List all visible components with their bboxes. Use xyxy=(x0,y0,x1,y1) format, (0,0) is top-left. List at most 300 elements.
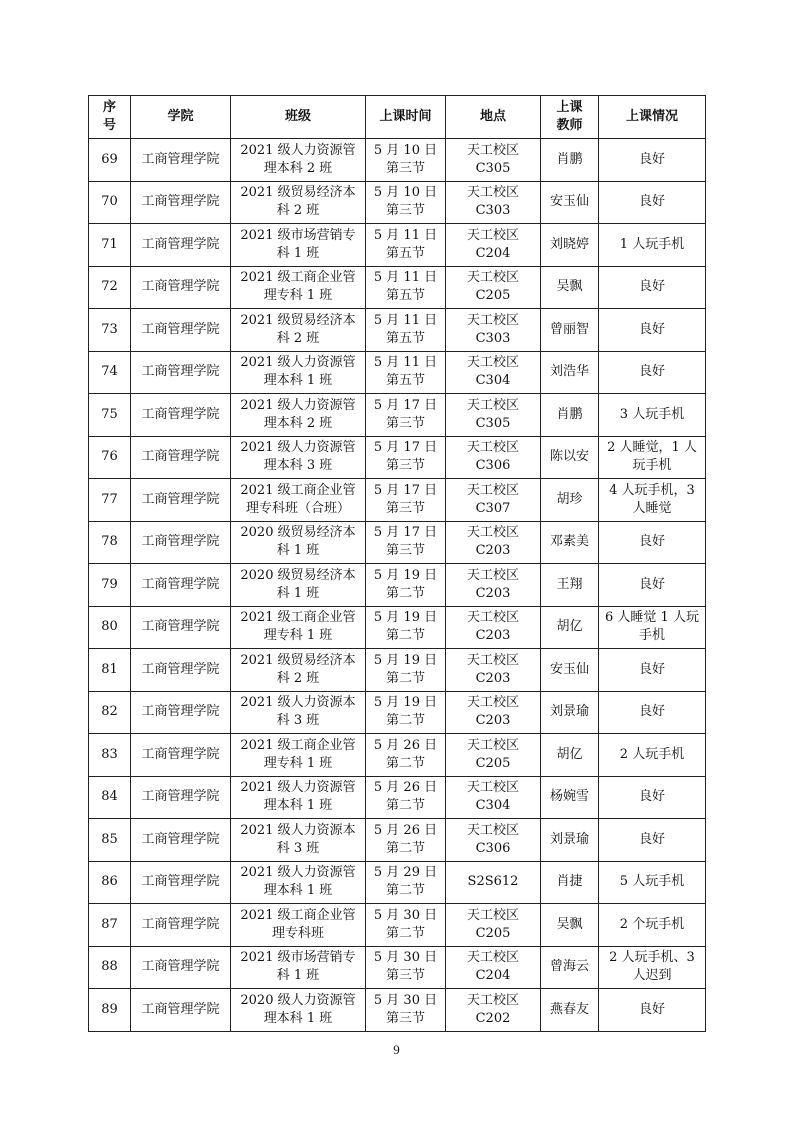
cell-place-line: C205 xyxy=(475,925,511,941)
cell-time xyxy=(366,861,446,904)
table-row xyxy=(89,946,706,989)
cell-time-line: 第二节 xyxy=(385,755,425,771)
cell-status-line: 4 人玩手机，3 xyxy=(609,482,695,498)
table-body xyxy=(89,139,706,1032)
cell-college: 工商管理学院 xyxy=(131,139,231,182)
cell-time-line: 5 月 19 日 xyxy=(373,695,438,711)
cell-status xyxy=(599,351,706,394)
cell-college: 工商管理学院 xyxy=(131,351,231,394)
cell-status-line: 人迟到 xyxy=(632,968,672,984)
cell-class xyxy=(231,904,366,947)
cell-class-line: 2021 级人力资源本 xyxy=(240,822,356,838)
cell-class-line: 理专科 1 班 xyxy=(263,628,333,644)
cell-time-line: 5 月 19 日 xyxy=(373,652,438,668)
cell-college: 工商管理学院 xyxy=(131,521,231,564)
cell-place-line: 天工校区 xyxy=(466,525,519,541)
cell-place xyxy=(446,436,541,479)
cell-time-line: 第三节 xyxy=(385,968,425,984)
cell-status-line: 良好 xyxy=(638,364,665,380)
cell-class-line: 2021 级工商企业管 xyxy=(240,270,356,286)
cell-class-line: 科 3 班 xyxy=(276,840,320,856)
cell-time xyxy=(366,946,446,989)
cell-teacher: 陈以安 xyxy=(541,436,599,479)
cell-teacher: 胡亿 xyxy=(541,734,599,777)
cell-time-line: 第三节 xyxy=(385,500,425,516)
table-row xyxy=(89,734,706,777)
cell-college: 工商管理学院 xyxy=(131,946,231,989)
cell-status xyxy=(599,734,706,777)
cell-place-line: 天工校区 xyxy=(466,185,519,201)
cell-place xyxy=(446,394,541,437)
cell-seq: 69 xyxy=(89,139,131,182)
cell-place-line: 天工校区 xyxy=(466,440,519,456)
cell-time-line: 5 月 19 日 xyxy=(373,610,438,626)
cell-place-line: C204 xyxy=(475,968,511,984)
cell-place-line: 天工校区 xyxy=(466,610,519,626)
cell-college: 工商管理学院 xyxy=(131,989,231,1032)
cell-place-line: C203 xyxy=(475,628,511,644)
cell-class xyxy=(231,946,366,989)
cell-place-line: C203 xyxy=(475,543,511,559)
header-time: 上课时间 xyxy=(366,96,446,139)
cell-time-line: 第五节 xyxy=(385,330,425,346)
cell-teacher: 曾海云 xyxy=(541,946,599,989)
cell-status-line: 2 人玩手机 xyxy=(619,746,685,762)
cell-teacher: 刘景瑜 xyxy=(541,819,599,862)
cell-class-line: 理专科 1 班 xyxy=(263,288,333,304)
cell-college: 工商管理学院 xyxy=(131,224,231,267)
cell-status xyxy=(599,436,706,479)
cell-place-line: 天工校区 xyxy=(466,397,519,413)
cell-place-line: 天工校区 xyxy=(466,907,519,923)
cell-status-line: 良好 xyxy=(638,789,665,805)
cell-class-line: 理专科 1 班 xyxy=(263,755,333,771)
cell-class-line: 科 1 班 xyxy=(276,245,320,261)
cell-status-line: 良好 xyxy=(638,279,665,295)
cell-status-line: 良好 xyxy=(638,321,665,337)
cell-status-line: 良好 xyxy=(638,661,665,677)
cell-time-line: 5 月 30 日 xyxy=(373,992,438,1008)
cell-time-line: 第二节 xyxy=(385,670,425,686)
cell-status-line: 人睡觉 xyxy=(632,500,672,516)
cell-time xyxy=(366,989,446,1032)
cell-college: 工商管理学院 xyxy=(131,309,231,352)
cell-class-line: 科 2 班 xyxy=(276,330,320,346)
cell-class-line: 2021 级工商企业管 xyxy=(240,907,356,923)
cell-time-line: 5 月 11 日 xyxy=(373,312,438,328)
cell-place-line: 天工校区 xyxy=(466,950,519,966)
cell-seq: 85 xyxy=(89,819,131,862)
cell-teacher: 吴飘 xyxy=(541,266,599,309)
cell-class xyxy=(231,819,366,862)
cell-time-line: 5 月 26 日 xyxy=(373,822,438,838)
cell-time-line: 5 月 11 日 xyxy=(373,270,438,286)
header-seq xyxy=(89,96,131,139)
cell-status xyxy=(599,691,706,734)
cell-time-line: 第二节 xyxy=(385,713,425,729)
cell-place-line: C203 xyxy=(475,713,511,729)
cell-place xyxy=(446,861,541,904)
cell-place-line: C203 xyxy=(475,670,511,686)
header-college: 学院 xyxy=(131,96,231,139)
cell-place xyxy=(446,734,541,777)
cell-time xyxy=(366,521,446,564)
cell-college: 工商管理学院 xyxy=(131,649,231,692)
cell-class-line: 科 2 班 xyxy=(276,203,320,219)
cell-place-line: 天工校区 xyxy=(466,270,519,286)
cell-time-line: 5 月 10 日 xyxy=(373,185,438,201)
cell-class-line: 2021 级人力资源管 xyxy=(240,440,356,456)
cell-seq: 71 xyxy=(89,224,131,267)
table-row xyxy=(89,989,706,1032)
cell-place xyxy=(446,946,541,989)
cell-status xyxy=(599,819,706,862)
cell-class xyxy=(231,649,366,692)
table-row xyxy=(89,776,706,819)
cell-place-line: 天工校区 xyxy=(466,737,519,753)
cell-status xyxy=(599,776,706,819)
cell-time xyxy=(366,351,446,394)
cell-seq: 70 xyxy=(89,181,131,224)
cell-status xyxy=(599,181,706,224)
cell-class-line: 科 1 班 xyxy=(276,543,320,559)
cell-time-line: 第二节 xyxy=(385,925,425,941)
cell-class xyxy=(231,776,366,819)
table-row xyxy=(89,649,706,692)
cell-class-line: 理本科 1 班 xyxy=(263,1010,333,1026)
inspection-record-table xyxy=(88,95,706,1032)
cell-time xyxy=(366,479,446,522)
cell-status xyxy=(599,606,706,649)
cell-place-line: 天工校区 xyxy=(466,355,519,371)
header-status: 上课情况 xyxy=(599,96,706,139)
cell-teacher: 吴飘 xyxy=(541,904,599,947)
cell-place-line: C305 xyxy=(475,160,511,176)
cell-class-line: 2021 级工商企业管 xyxy=(240,737,356,753)
cell-teacher: 刘浩华 xyxy=(541,351,599,394)
cell-class xyxy=(231,861,366,904)
cell-college: 工商管理学院 xyxy=(131,819,231,862)
cell-class xyxy=(231,351,366,394)
cell-time-line: 5 月 11 日 xyxy=(373,227,438,243)
cell-time xyxy=(366,309,446,352)
cell-place-line: C303 xyxy=(475,203,511,219)
cell-time-line: 第三节 xyxy=(385,458,425,474)
cell-class-line: 2021 级贸易经济本 xyxy=(240,312,356,328)
cell-class xyxy=(231,564,366,607)
cell-seq: 77 xyxy=(89,479,131,522)
cell-class xyxy=(231,734,366,777)
cell-place xyxy=(446,479,541,522)
table-row xyxy=(89,181,706,224)
cell-status-line: 3 人玩手机 xyxy=(619,406,685,422)
cell-place-line: C202 xyxy=(475,1010,511,1026)
cell-teacher: 杨婉雪 xyxy=(541,776,599,819)
cell-status-line: 5 人玩手机 xyxy=(619,874,685,890)
cell-place xyxy=(446,904,541,947)
cell-college: 工商管理学院 xyxy=(131,479,231,522)
cell-seq: 81 xyxy=(89,649,131,692)
cell-place xyxy=(446,606,541,649)
cell-seq: 83 xyxy=(89,734,131,777)
table-row xyxy=(89,904,706,947)
cell-class xyxy=(231,394,366,437)
cell-teacher: 肖捷 xyxy=(541,861,599,904)
cell-time-line: 5 月 19 日 xyxy=(373,567,438,583)
cell-seq: 73 xyxy=(89,309,131,352)
cell-place-line: 天工校区 xyxy=(466,652,519,668)
cell-class-line: 2021 级工商企业管 xyxy=(240,482,356,498)
table-row xyxy=(89,266,706,309)
cell-time-line: 第三节 xyxy=(385,1010,425,1026)
cell-status-line: 1 人玩手机 xyxy=(619,236,685,252)
table-row xyxy=(89,479,706,522)
cell-place-line: C205 xyxy=(475,288,511,304)
cell-teacher: 肖鹏 xyxy=(541,139,599,182)
cell-college: 工商管理学院 xyxy=(131,564,231,607)
cell-status xyxy=(599,139,706,182)
cell-time-line: 5 月 17 日 xyxy=(373,397,438,413)
cell-status-line: 6 人睡觉 1 人玩 xyxy=(605,610,699,626)
cell-status-line: 良好 xyxy=(638,1001,665,1017)
table-row xyxy=(89,394,706,437)
cell-place-line: 天工校区 xyxy=(466,780,519,796)
cell-class-line: 2021 级贸易经济本 xyxy=(240,652,356,668)
cell-teacher: 胡珍 xyxy=(541,479,599,522)
cell-college: 工商管理学院 xyxy=(131,734,231,777)
cell-place xyxy=(446,351,541,394)
cell-place-line: 天工校区 xyxy=(466,992,519,1008)
cell-class-line: 2021 级人力资源管 xyxy=(240,780,356,796)
cell-place xyxy=(446,989,541,1032)
cell-class-line: 科 3 班 xyxy=(276,713,320,729)
table-row xyxy=(89,224,706,267)
cell-college: 工商管理学院 xyxy=(131,394,231,437)
cell-class-line: 科 1 班 xyxy=(276,968,320,984)
cell-class xyxy=(231,989,366,1032)
cell-time-line: 第二节 xyxy=(385,840,425,856)
cell-place-line: C304 xyxy=(475,373,511,389)
cell-status xyxy=(599,521,706,564)
cell-place xyxy=(446,776,541,819)
cell-class-line: 理本科 1 班 xyxy=(263,883,333,899)
cell-time-line: 第二节 xyxy=(385,883,425,899)
cell-class-line: 理本科 1 班 xyxy=(263,373,333,389)
cell-teacher: 燕春友 xyxy=(541,989,599,1032)
cell-status xyxy=(599,861,706,904)
cell-time-line: 第三节 xyxy=(385,160,425,176)
cell-status xyxy=(599,394,706,437)
cell-place-line: S2S612 xyxy=(467,874,519,890)
cell-status-line: 良好 xyxy=(638,831,665,847)
cell-status-line: 2 人睡觉，1 人 xyxy=(607,440,697,456)
cell-class-line: 2020 级人力资源管 xyxy=(240,992,356,1008)
cell-status-line: 良好 xyxy=(638,151,665,167)
cell-class xyxy=(231,479,366,522)
cell-time xyxy=(366,436,446,479)
cell-status xyxy=(599,904,706,947)
cell-status-line: 2 个玩手机 xyxy=(619,916,685,932)
cell-teacher: 邓素美 xyxy=(541,521,599,564)
header-seq-line1: 序 xyxy=(102,100,116,115)
cell-class-line: 科 2 班 xyxy=(276,670,320,686)
cell-place-line: 天工校区 xyxy=(466,227,519,243)
cell-seq: 89 xyxy=(89,989,131,1032)
cell-place xyxy=(446,266,541,309)
cell-place-line: C306 xyxy=(475,458,511,474)
cell-teacher: 安玉仙 xyxy=(541,181,599,224)
cell-class xyxy=(231,606,366,649)
cell-class-line: 理本科 1 班 xyxy=(263,798,333,814)
page-number: 9 xyxy=(393,1042,400,1057)
cell-time-line: 5 月 17 日 xyxy=(373,482,438,498)
cell-seq: 79 xyxy=(89,564,131,607)
cell-status-line: 良好 xyxy=(638,704,665,720)
cell-time-line: 第三节 xyxy=(385,543,425,559)
cell-place xyxy=(446,691,541,734)
cell-time xyxy=(366,266,446,309)
cell-time-line: 5 月 30 日 xyxy=(373,907,438,923)
cell-seq: 80 xyxy=(89,606,131,649)
cell-seq: 88 xyxy=(89,946,131,989)
cell-seq: 72 xyxy=(89,266,131,309)
cell-time xyxy=(366,776,446,819)
cell-class xyxy=(231,309,366,352)
cell-college: 工商管理学院 xyxy=(131,436,231,479)
cell-place xyxy=(446,224,541,267)
cell-status-line: 良好 xyxy=(638,194,665,210)
cell-status xyxy=(599,224,706,267)
cell-status xyxy=(599,309,706,352)
cell-time xyxy=(366,734,446,777)
cell-class-line: 科 1 班 xyxy=(276,585,320,601)
cell-time-line: 5 月 26 日 xyxy=(373,780,438,796)
cell-time xyxy=(366,181,446,224)
cell-status-line: 良好 xyxy=(638,576,665,592)
cell-class-line: 2021 级工商企业管 xyxy=(240,610,356,626)
cell-time xyxy=(366,139,446,182)
cell-class-line: 2021 级人力资源管 xyxy=(240,865,356,881)
cell-place xyxy=(446,819,541,862)
cell-time xyxy=(366,649,446,692)
cell-class-line: 理专科班 xyxy=(271,925,324,941)
cell-time-line: 第五节 xyxy=(385,245,425,261)
header-teacher-line2: 教师 xyxy=(556,118,583,133)
cell-status xyxy=(599,266,706,309)
header-place: 地点 xyxy=(446,96,541,139)
cell-time-line: 5 月 17 日 xyxy=(373,440,438,456)
table-row xyxy=(89,139,706,182)
cell-time-line: 5 月 30 日 xyxy=(373,950,438,966)
cell-class xyxy=(231,691,366,734)
cell-class-line: 2021 级市场营销专 xyxy=(240,950,356,966)
cell-time xyxy=(366,904,446,947)
cell-time xyxy=(366,224,446,267)
cell-seq: 74 xyxy=(89,351,131,394)
table-row xyxy=(89,606,706,649)
table-row xyxy=(89,564,706,607)
cell-place xyxy=(446,139,541,182)
cell-class xyxy=(231,436,366,479)
cell-status-line: 手机 xyxy=(638,628,665,644)
table-row xyxy=(89,861,706,904)
cell-college: 工商管理学院 xyxy=(131,776,231,819)
cell-time-line: 第五节 xyxy=(385,288,425,304)
cell-time-line: 第三节 xyxy=(385,415,425,431)
cell-seq: 78 xyxy=(89,521,131,564)
table-row xyxy=(89,309,706,352)
cell-teacher: 肖鹏 xyxy=(541,394,599,437)
cell-place xyxy=(446,521,541,564)
cell-seq: 87 xyxy=(89,904,131,947)
cell-status-line: 良好 xyxy=(638,534,665,550)
cell-place xyxy=(446,181,541,224)
cell-time-line: 第二节 xyxy=(385,798,425,814)
cell-teacher: 刘晓婷 xyxy=(541,224,599,267)
cell-college: 工商管理学院 xyxy=(131,904,231,947)
cell-class-line: 2021 级市场营销专 xyxy=(240,227,356,243)
cell-place-line: C307 xyxy=(475,500,511,516)
cell-place xyxy=(446,309,541,352)
cell-time-line: 5 月 29 日 xyxy=(373,865,438,881)
cell-class-line: 理本科 3 班 xyxy=(263,458,333,474)
cell-class-line: 2021 级人力资源管 xyxy=(240,142,356,158)
cell-time-line: 第三节 xyxy=(385,203,425,219)
cell-status xyxy=(599,479,706,522)
cell-class xyxy=(231,181,366,224)
cell-time xyxy=(366,394,446,437)
cell-place xyxy=(446,649,541,692)
cell-teacher: 曾丽智 xyxy=(541,309,599,352)
table-header-row xyxy=(89,96,706,139)
header-teacher xyxy=(541,96,599,139)
cell-teacher: 胡亿 xyxy=(541,606,599,649)
header-class: 班级 xyxy=(231,96,366,139)
cell-time-line: 第五节 xyxy=(385,373,425,389)
cell-class-line: 理本科 2 班 xyxy=(263,415,333,431)
cell-place-line: 天工校区 xyxy=(466,567,519,583)
cell-class-line: 2021 级人力资源管 xyxy=(240,397,356,413)
cell-seq: 82 xyxy=(89,691,131,734)
cell-time-line: 第二节 xyxy=(385,628,425,644)
cell-seq: 75 xyxy=(89,394,131,437)
cell-teacher: 刘景瑜 xyxy=(541,691,599,734)
cell-class-line: 2021 级贸易经济本 xyxy=(240,185,356,201)
table-row xyxy=(89,436,706,479)
cell-class-line: 理本科 2 班 xyxy=(263,160,333,176)
table-row xyxy=(89,521,706,564)
cell-college: 工商管理学院 xyxy=(131,691,231,734)
cell-class xyxy=(231,139,366,182)
cell-class xyxy=(231,266,366,309)
cell-class-line: 2020 级贸易经济本 xyxy=(240,525,356,541)
cell-time xyxy=(366,606,446,649)
cell-class-line: 2021 级人力资源本 xyxy=(240,695,356,711)
cell-seq: 84 xyxy=(89,776,131,819)
cell-time xyxy=(366,564,446,607)
cell-place-line: 天工校区 xyxy=(466,312,519,328)
cell-place-line: 天工校区 xyxy=(466,695,519,711)
cell-status xyxy=(599,649,706,692)
cell-time xyxy=(366,691,446,734)
cell-teacher: 王翔 xyxy=(541,564,599,607)
cell-place-line: C304 xyxy=(475,798,511,814)
cell-time-line: 第二节 xyxy=(385,585,425,601)
cell-time-line: 5 月 26 日 xyxy=(373,737,438,753)
cell-college: 工商管理学院 xyxy=(131,861,231,904)
cell-time xyxy=(366,819,446,862)
cell-place-line: C305 xyxy=(475,415,511,431)
